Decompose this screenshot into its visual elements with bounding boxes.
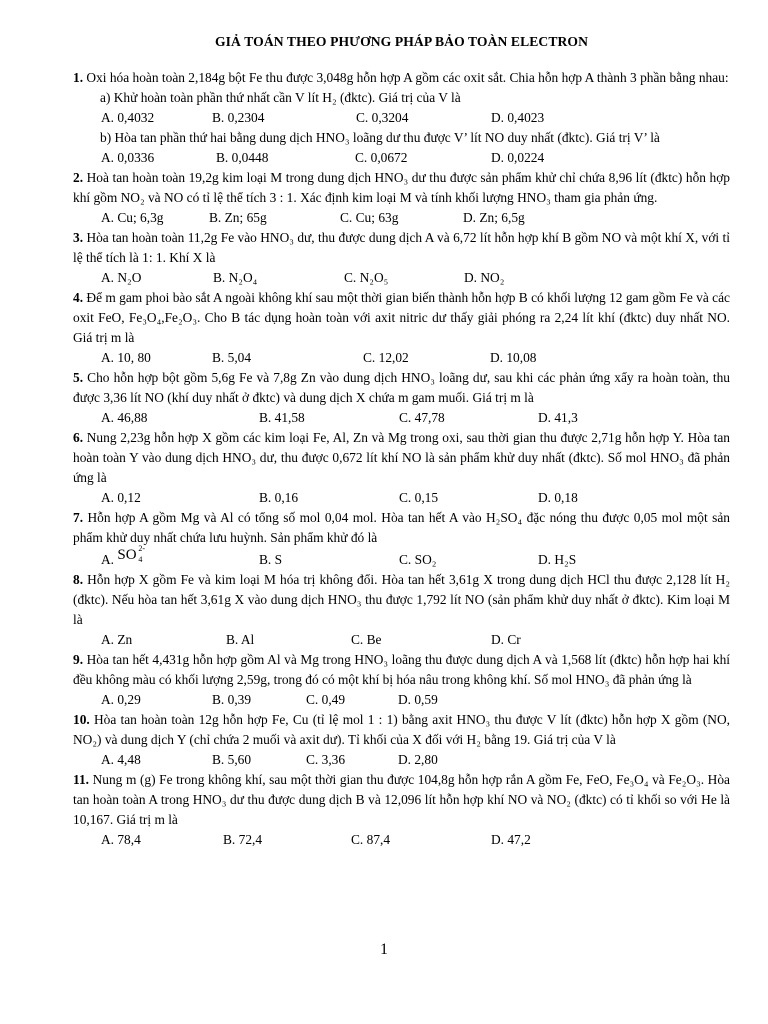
option-c: C. N₂O₅ bbox=[344, 270, 389, 285]
question-number: 7. bbox=[73, 510, 84, 525]
option-c: C. Be bbox=[351, 632, 382, 647]
option-b: B. Zn; 65g bbox=[209, 210, 267, 225]
question-text: Nung 2,23g hỗn hợp X gồm các kim loại Fe, Al, Zn và Mg trong oxi, sau thời gian thu được 2,71g hỗn hợp Y. Hòa tan hoàn toàn Y vào dung dịch HNO₃ dư, thu được 0,672 lít khí NO là sản phẩm khử duy nhất (đktc). Số mol HNO₃ đã phản ứng là bbox=[73, 430, 730, 485]
question-text: Hỗn hợp X gồm Fe và kim loại M hóa trị không đổi. Hòa tan hết 3,61g X trong dung dịch HCl thu được 2,128 lít H₂ (đktc). Nếu hòa tan hết 3,61g X vào dung dịch HNO₃ thu được 1,792 lít NO (sản phẩm khử duy nhất ở đktc). Kim loại M là bbox=[73, 572, 730, 627]
answer-options bbox=[101, 268, 730, 288]
question-text: Để m gam phoi bào sắt A ngoài không khí sau một thời gian biến thành hỗn hợp B có khối lượng 12 gam gồm Fe và các oxit FeO, Fe₃O₄,Fe₂O₃. Cho B tác dụng hoàn toàn với axit nitric dư thấy giải phóng ra 2,24 lít khí (đktc) duy nhất NO. Giá trị m là bbox=[73, 290, 730, 345]
question-text: Hòa tan hết 4,431g hỗn hợp gồm Al và Mg trong HNO₃ loãng thu được dung dịch A và 1,568 lít (đktc) hỗn hợp hai khí đều không màu có khối lượng 2,59g, trong đó có một khí bị hóa nâu trong không khí. Số mol HNO₃ đã phản ứng là bbox=[73, 652, 730, 687]
question-number: 4. bbox=[73, 290, 84, 305]
option-c: C. 12,02 bbox=[363, 350, 409, 365]
question-2 bbox=[73, 168, 730, 208]
option-d: D. Cr bbox=[491, 632, 521, 647]
option-c: C. 0,0672 bbox=[355, 150, 408, 165]
question-5 bbox=[73, 368, 730, 408]
option-d: D. NO₂ bbox=[464, 270, 505, 285]
answer-options bbox=[101, 348, 730, 368]
question-text: Hỗn hợp A gồm Mg và Al có tổng số mol 0,04 mol. Hòa tan hết A vào H₂SO₄ đặc nóng thu được 0,05 mol một sản phẩm khử duy nhất chứa lưu huỳnh. Sản phẩm khử đó là bbox=[73, 510, 730, 545]
question-text: Hòa tan hoàn toàn 11,2g Fe vào HNO₃ dư, thu được dung dịch A và 6,72 lít hỗn hợp khí B gồm NO và một khí X, với tỉ lệ thể tích là 1: 1. Khí X là bbox=[73, 230, 730, 265]
option-b: B. 0,16 bbox=[259, 490, 299, 505]
option-c: C. 0,3204 bbox=[356, 110, 409, 125]
document-title: GIẢ TOÁN THEO PHƯƠNG PHÁP BẢO TOÀN ELECTRON bbox=[214, 34, 589, 49]
option-b: B. 5,04 bbox=[212, 350, 252, 365]
question-text: Oxi hóa hoàn toàn 2,184g bột Fe thu được 3,048g hỗn hợp A gồm các oxit sắt. Chia hỗn hợp A thành 3 phần bằng nhau: bbox=[86, 70, 729, 85]
option-a: A. 78,4 bbox=[101, 832, 141, 847]
answer-options bbox=[101, 830, 730, 850]
answer-options bbox=[101, 488, 730, 508]
option-b: B. 72,4 bbox=[223, 832, 263, 847]
question-number: 1. bbox=[73, 70, 84, 85]
option-a: A. 0,29 bbox=[101, 692, 141, 707]
question-number: 10. bbox=[73, 712, 90, 727]
option-d: D. 41,3 bbox=[538, 410, 578, 425]
question-8 bbox=[73, 570, 730, 630]
question-number: 8. bbox=[73, 572, 84, 587]
answer-options bbox=[101, 630, 730, 650]
option-a: A. 0,12 bbox=[101, 490, 141, 505]
option-b: B. N₂O₄ bbox=[213, 270, 258, 285]
question-11 bbox=[73, 770, 730, 830]
question-text: Cho hỗn hợp bột gồm 5,6g Fe và 7,8g Zn vào dung dịch HNO₃ loãng dư, sau khi các phản ứng xẩy ra hoàn toàn, thu được 3,36 lít NO (khí duy nhất ở đktc) và dung dịch X chứa m gam muối. Giá trị m là bbox=[73, 370, 730, 405]
question-9 bbox=[73, 650, 730, 690]
option-b: B. 41,58 bbox=[259, 410, 305, 425]
question-number: 3. bbox=[73, 230, 84, 245]
question-text: Nung m (g) Fe trong không khí, sau một thời gian thu được 104,8g hỗn hợp rắn A gồm Fe, FeO, Fe₃O₄ và Fe₂O₃. Hòa tan hoàn toàn A trong HNO₃ dư thu được dung dịch B và 12,096 lít hỗn hợp khí NO và NO₂ (đktc) có tỉ khối so với He là 10,167. Giá trị m là bbox=[73, 772, 730, 827]
option-c: C. 87,4 bbox=[351, 832, 391, 847]
question-1-part-b: b) Hòa tan phần thứ hai bằng dung dịch HNO₃ loãng dư thu được V’ lít NO duy nhất (đktc). Giá trị V’ là bbox=[100, 130, 660, 145]
question-7 bbox=[73, 508, 730, 548]
question-number: 6. bbox=[73, 430, 84, 445]
option-a bbox=[101, 544, 259, 570]
question-number: 9. bbox=[73, 652, 84, 667]
option-c: C. 0,15 bbox=[399, 490, 439, 505]
option-d: D. 2,80 bbox=[398, 752, 438, 767]
option-d: D. 47,2 bbox=[491, 832, 531, 847]
option-a: A. 4,48 bbox=[101, 752, 141, 767]
page-number: 1 bbox=[380, 941, 388, 958]
question-number: 11. bbox=[73, 772, 89, 787]
option-a: A. 46,88 bbox=[101, 410, 148, 425]
option-a: A. N₂O bbox=[101, 270, 142, 285]
option-b: B. 0,0448 bbox=[216, 150, 269, 165]
formula-subscript: 4 bbox=[138, 555, 143, 564]
option-c: C. 0,49 bbox=[306, 692, 346, 707]
option-a: A. Cu; 6,3g bbox=[101, 210, 164, 225]
answer-options bbox=[101, 750, 730, 770]
question-number: 2. bbox=[73, 170, 84, 185]
sulfate-ion-formula bbox=[117, 544, 146, 570]
question-1-part-a: a) Khử hoàn toàn phần thứ nhất cần V lít H₂ (đktc). Giá trị của V là bbox=[100, 90, 461, 105]
option-b: B. 0,2304 bbox=[212, 110, 265, 125]
option-b: B. 0,39 bbox=[212, 692, 252, 707]
answer-options bbox=[101, 690, 730, 710]
option-a: A. 0,4032 bbox=[101, 110, 155, 125]
option-b: B. 5,60 bbox=[212, 752, 252, 767]
option-c: C. Cu; 63g bbox=[340, 210, 399, 225]
option-c: C. SO₂ bbox=[399, 552, 437, 567]
formula-base: SO bbox=[117, 547, 137, 563]
option-d: D. 10,08 bbox=[490, 350, 537, 365]
option-b: B. Al bbox=[226, 632, 255, 647]
question-text: Hòa tan hoàn toàn 12g hỗn hợp Fe, Cu (tỉ lệ mol 1 : 1) bằng axit HNO₃ thu được V lít (đktc) hỗn hợp X gồm (NO, NO₂) và dung dịch Y (chỉ chứa 2 muối và axit dư). Tỉ khối của X đối với H₂ bằng 19. Giá trị của V là bbox=[73, 712, 730, 747]
option-a: A. 0,0336 bbox=[101, 150, 155, 165]
option-d: D. 0,59 bbox=[398, 692, 438, 707]
answer-options bbox=[101, 148, 730, 168]
option-c: C. 47,78 bbox=[399, 410, 445, 425]
question-1 bbox=[73, 68, 730, 88]
question-6 bbox=[73, 428, 730, 488]
option-a: A. 10, 80 bbox=[101, 350, 151, 365]
question-10 bbox=[73, 710, 730, 750]
formula-charge: 2- bbox=[138, 544, 146, 553]
answer-options bbox=[101, 208, 730, 228]
option-b: B. S bbox=[259, 552, 283, 567]
option-d: D. 0,0224 bbox=[491, 150, 545, 165]
answer-options bbox=[101, 108, 730, 128]
question-text: Hoà tan hoàn toàn 19,2g kim loại M trong dung dịch HNO₃ dư thu được sản phẩm khử chỉ chứa 8,96 lít (đktc) hỗn hợp khí gồm NO₂ và NO có tỉ lệ thể tích 3 : 1. Xác định kim loại M và tính khối lượng HNO₃ tham gia phản ứng. bbox=[73, 170, 730, 205]
option-d: D. 0,18 bbox=[538, 490, 578, 505]
option-d: D. Zn; 6,5g bbox=[463, 210, 525, 225]
option-d: D. H₂S bbox=[538, 552, 577, 567]
option-c: C. 3,36 bbox=[306, 752, 346, 767]
answer-options bbox=[101, 544, 730, 570]
option-a: A. Zn bbox=[101, 632, 133, 647]
question-number: 5. bbox=[73, 370, 84, 385]
option-d: D. 0,4023 bbox=[491, 110, 545, 125]
question-4 bbox=[73, 288, 730, 348]
option-a-label: A. bbox=[101, 552, 115, 567]
answer-options bbox=[101, 408, 730, 428]
question-3 bbox=[73, 228, 730, 268]
